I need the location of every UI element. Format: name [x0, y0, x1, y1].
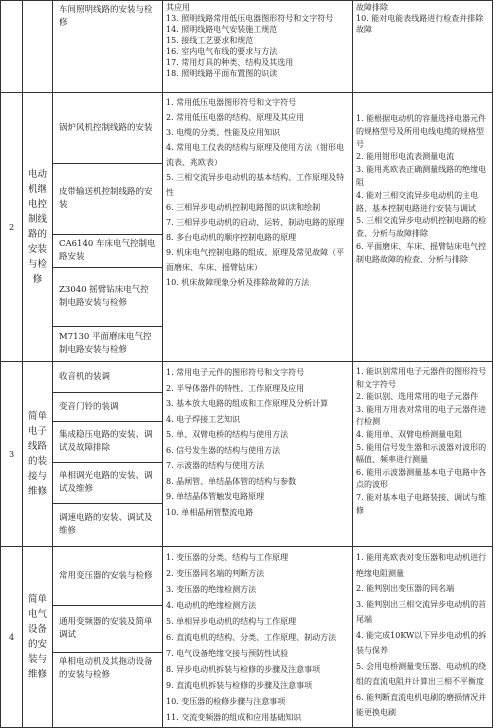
knowledge-item: 13. 照明线路常用低压电器图形符号和文字符号 [166, 14, 334, 23]
module-name: 收音机的装调 [53, 362, 162, 393]
skills-cell [353, 362, 493, 547]
skill-item: 4. 能完成10KW以下异步电动机的拆装与保养 [356, 630, 487, 655]
skill-item: 1. 能根据电动机的容量选择电器元件的规格型号及所用电线电缆的规格型号 [356, 114, 487, 149]
table-row [1, 93, 493, 362]
skill-item: 2. 能识别、选用常用的电子元器件 [356, 392, 479, 402]
topic-cell [23, 1, 53, 93]
num-cell [1, 1, 23, 93]
skill-item: 故障排除 [356, 3, 388, 12]
knowledge-item: 5. 三相交流异步电动机的基本结构、工作原理及特性 [166, 173, 345, 197]
knowledge-item: 8. 异步电动机拆装与检修的步骤及注意事项 [166, 665, 321, 674]
skill-item: 6. 能判断直流电机电刷的磨损情况并能更换电刷 [356, 692, 487, 717]
knowledge-item: 9. 机床电气控制电路的组成、原理及常见故障（平面磨床、车床、摇臂钻床） [166, 248, 345, 272]
skill-item: 7. 能对基本电子电路装接、调试与维修 [356, 492, 487, 515]
knowledge-item: 1. 变压器的分类、结构与工作原理 [166, 553, 289, 562]
skill-item: 3. 能用万用表对常用的电子元器件进行检测 [356, 404, 487, 427]
item-number: 2 [1, 93, 23, 362]
skill-item: 1. 能识别常用电子元器件的图形符号和文字符号 [356, 367, 487, 389]
skill-item: 10. 能对电能表线路进行检查并排除故障 [356, 14, 484, 34]
module-subtable [53, 547, 162, 709]
skill-item: 2. 能判别出变压器的同名端 [356, 584, 455, 593]
module-cell [53, 547, 163, 728]
knowledge-item: 6. 信号发生器的结构与使用方法 [166, 445, 281, 455]
knowledge-item: 7. 三相异步电动机的启动、运转、制动电路的原理 [166, 218, 345, 227]
skill-item: 4. 能对三相交流异步电动机的主电路、基本控制电路进行安装与调试 [356, 190, 479, 213]
knowledge-item: 17. 常用灯具的种类、结构及其选用 [166, 58, 294, 67]
knowledge-item: 1. 常用低压电器图形符号和文字符号 [166, 98, 297, 107]
skill-item: 2. 能用钳形电流表测量电流 [356, 152, 455, 162]
knowledge-item: 9. 单结晶体管触发电路原理 [166, 492, 265, 501]
module-name: 变音门铃的装调 [53, 393, 162, 422]
topic-title: 简单电气设备的安装与维修 [23, 547, 53, 728]
table-row [1, 547, 493, 728]
item-number: 3 [1, 362, 23, 547]
knowledge-item: 7. 电气设备绝缘交接与预防性试验 [166, 649, 289, 658]
module-cell [53, 1, 163, 93]
module-subtable [53, 93, 162, 361]
skill-item: 1. 能用兆欧表对变压器和电动机进行绝缘电阻测量 [356, 553, 487, 578]
knowledge-item: 15. 接线工艺要求和规范 [166, 36, 254, 45]
knowledge-item: 16. 室内电气布线的要求与方法 [166, 47, 278, 56]
module-name: 皮带输送机控制线路的安装 [53, 164, 162, 235]
skill-item: 3. 能判别出三相交流异步电动机的首尾端 [356, 599, 487, 624]
skill-item: 5. 能用信号发生器和示波器对波形的幅值、频率进行测量 [356, 442, 487, 465]
knowledge-item: 4. 电动机的绝缘检测方法 [166, 601, 257, 610]
knowledge-item: 其应用 [166, 3, 190, 12]
module-name: 锅炉风机控制线路的安装 [53, 93, 162, 164]
topic-title: 电动机继电控制线路的安装与检修 [23, 93, 53, 362]
knowledge-item: 2. 常用低压电器的结构、原理及其应用 [166, 113, 305, 122]
module-name: M7130 平面磨床电气控制电路安装与检修 [59, 332, 152, 355]
knowledge-item: 3. 电缆的分类、性能及应用知识 [166, 128, 281, 137]
module-name: Z3040 摇臂钻床电气控制电路安装与检修 [53, 268, 162, 327]
knowledge-cell [163, 93, 353, 362]
knowledge-item: 5. 单相异步电动机的结构与工作原理 [166, 617, 297, 626]
knowledge-item: 3. 变压器的绝缘检测方法 [166, 585, 257, 594]
knowledge-item: 8. 晶闸管、单结晶体管的结构与参数 [166, 476, 297, 486]
module-name: 通用变频器的安装及简单调试 [53, 606, 162, 653]
topic-title: 简单电子线路的装接与维修 [23, 362, 53, 547]
table-row [1, 362, 493, 547]
knowledge-item: 14. 照明线路电气安装施工规范 [166, 25, 278, 34]
skill-item: 3. 能用兆欧表正确测量线路的绝缘电阻 [356, 165, 487, 187]
knowledge-item: 3. 基本放大电路的组成和工作原理及分析计算 [166, 399, 329, 408]
knowledge-item: 5. 单、双臂电桥的结构与使用方法 [166, 430, 289, 439]
module-name: 调速电路的安装、调试及维修 [59, 513, 153, 536]
module-cell [53, 93, 163, 362]
skills-cell [353, 93, 493, 362]
knowledge-item: 1. 常用电子元件的图形符号和文字符号 [166, 368, 305, 377]
knowledge-item: 9. 直流电机拆装与检修的步骤及注意事项 [166, 681, 313, 690]
module-name: 单相调光电路的安装、调试及维修 [53, 463, 162, 504]
skills-cell [353, 547, 493, 728]
skill-item: 5. 三相交流异步电动机控制电路的检查、分析与故障排除 [356, 216, 487, 239]
knowledge-item: 11. 交流变频器的组成和应用基础知识 [166, 713, 302, 722]
knowledge-cell [163, 362, 353, 547]
knowledge-item: 2. 半导体器件的特性、工作原理及应用 [166, 383, 305, 393]
knowledge-item: 18. 照明线路平面布置图的识读 [166, 69, 278, 78]
knowledge-item: 10. 机床故障现象分析及排除故障的方法 [166, 278, 310, 287]
module-name: CA6140 车床电气控制电路安装 [53, 235, 162, 268]
skill-item: 5. 会用电桥测量变压器、电动机的绕组的直流电阻并计算出三相不平衡度 [356, 661, 487, 686]
knowledge-item: 6. 直流电机的结构、分类、工作原理、制动方法 [166, 633, 337, 642]
module-name: 车间照明线路的安装与检修 [59, 5, 153, 28]
knowledge-item: 7. 示波器的结构与使用方法 [166, 461, 265, 470]
knowledge-item: 6. 三相异步电动机控制电路图的识读和绘制 [166, 203, 321, 212]
knowledge-item: 10. 单相晶闸管整流电路 [166, 507, 254, 517]
module-subtable [53, 362, 162, 546]
knowledge-cell [163, 1, 353, 93]
skill-item: 6. 平面磨床、车床、摇臂钻床电气控制电路故障的检查、分析与排除 [356, 241, 487, 264]
module-name: 常用变压器的安装与检修 [53, 547, 162, 606]
item-number: 4 [1, 547, 23, 728]
knowledge-item: 8. 多台电动机的顺序控制电路的原理 [166, 233, 297, 242]
skills-cell [353, 1, 493, 93]
knowledge-item: 2. 变压器同名端的判断方法 [166, 569, 265, 578]
knowledge-item: 4. 常用电工仪表的结构与原理及使用方法（钳形电流表、兆欧表） [166, 143, 345, 167]
module-name: 集成稳压电路的安装、调试及故障排除 [53, 422, 162, 463]
skill-item: 6. 能用示波器测量基本电子电路中各点的波形 [356, 467, 487, 490]
table-row [1, 1, 493, 93]
knowledge-item: 4. 电子焊接工艺知识 [166, 414, 241, 424]
module-cell [53, 362, 163, 547]
module-name: 单相电动机及其拖动设备的安装与检修 [59, 657, 153, 680]
knowledge-cell [163, 547, 353, 728]
skill-item: 4. 能用单、双臂电桥测量电阻 [356, 429, 463, 439]
knowledge-item: 10. 变压器的检修步骤与注意事项 [166, 697, 286, 706]
